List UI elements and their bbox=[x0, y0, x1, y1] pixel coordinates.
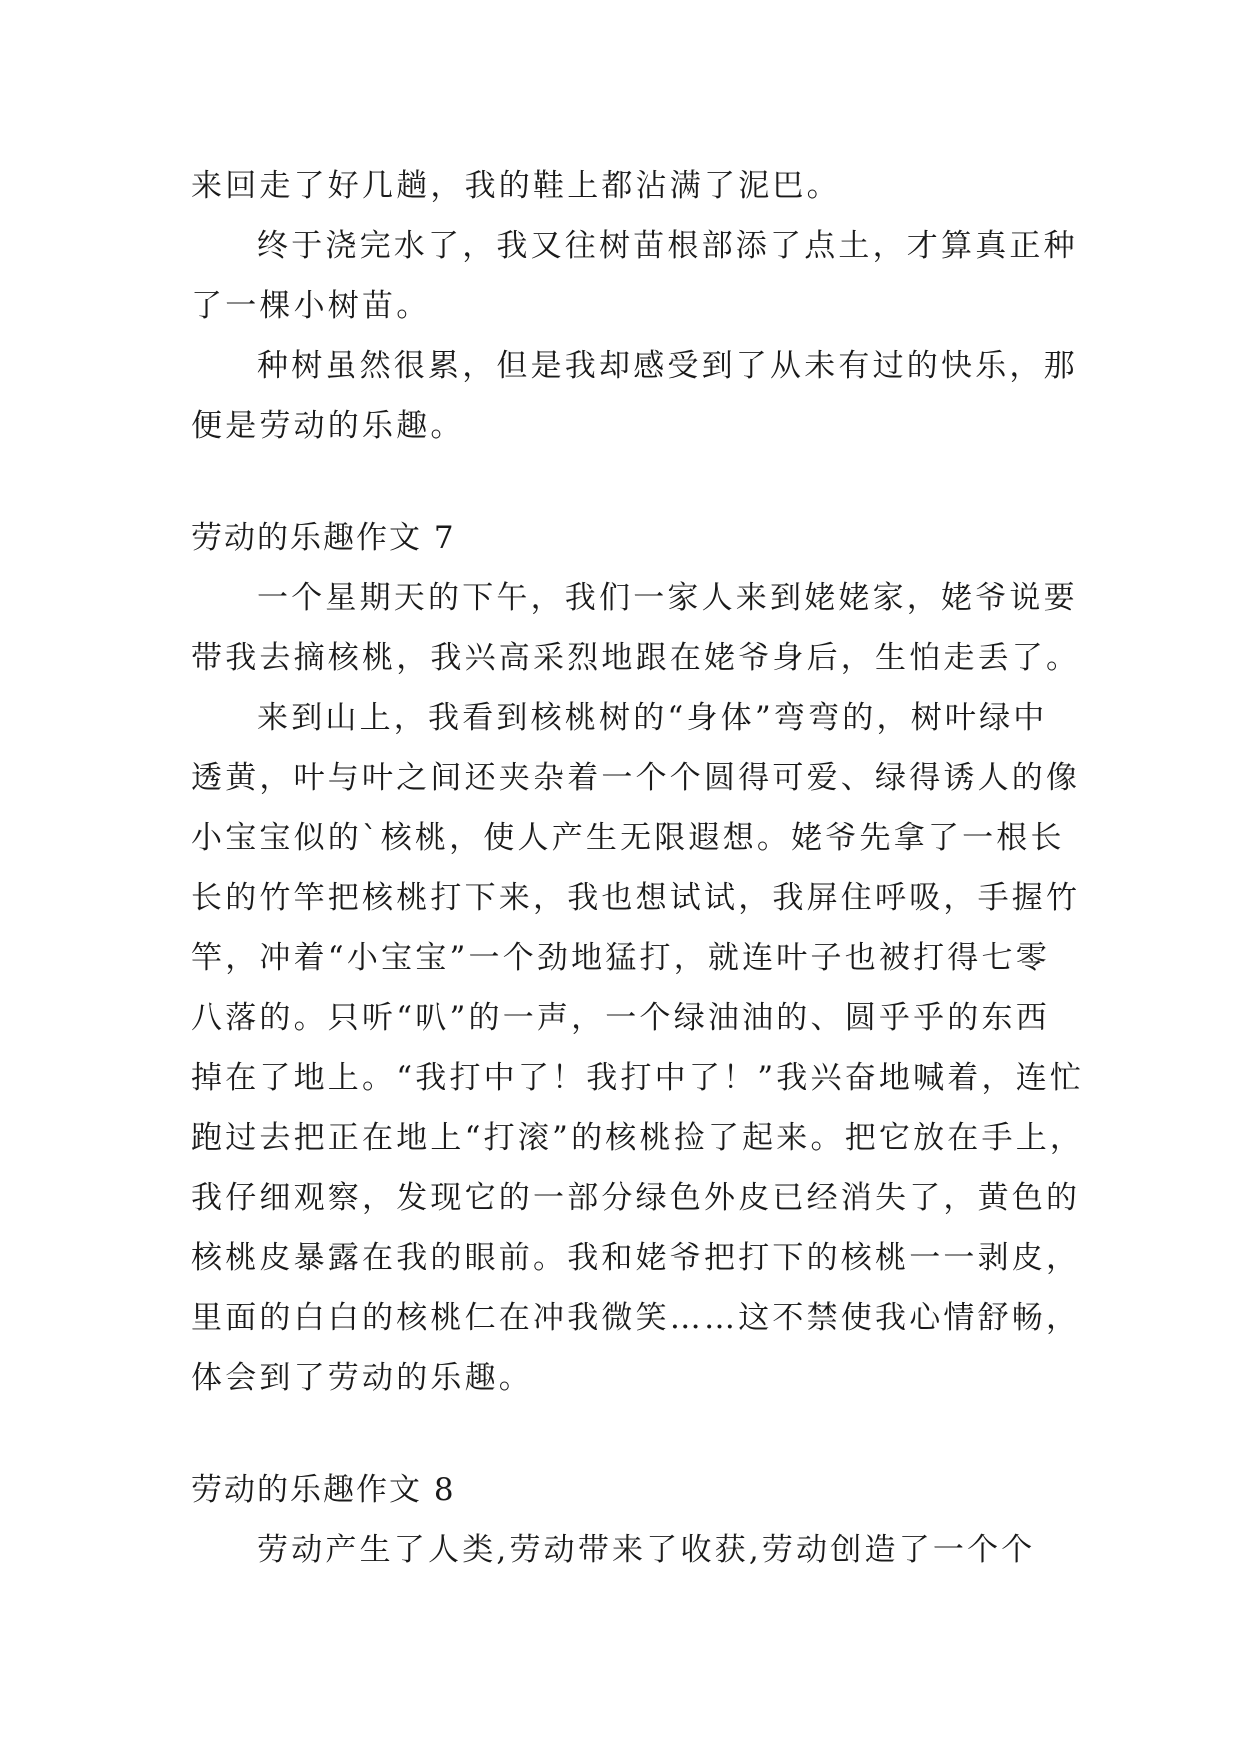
paragraph-start: 种树虽然很累，但是我却感受到了从未有过的快乐，那 bbox=[257, 348, 1078, 384]
text-line: 便是劳动的乐趣。 bbox=[191, 408, 465, 444]
text-line: 来回走了好几趟，我的鞋上都沾满了泥巴。 bbox=[191, 168, 841, 204]
paragraph-start: 终于浇完水了，我又往树苗根部添了点土，才算真正种 bbox=[257, 228, 1078, 264]
paragraph-start: 一个星期天的下午，我们一家人来到姥姥家，姥爷说要 bbox=[257, 580, 1078, 616]
text-line: 里面的白白的核桃仁在冲我微笑……这不禁使我心情舒畅， bbox=[191, 1300, 1081, 1336]
text-line: 掉在了地上。“我打中了！我打中了！”我兴奋地喊着，连忙 bbox=[191, 1060, 1085, 1096]
text-line: 我仔细观察，发现它的一部分绿色外皮已经消失了，黄色的 bbox=[191, 1180, 1081, 1216]
text-line: 带我去摘核桃，我兴高采烈地跟在姥爷身后，生怕走丢了。 bbox=[191, 640, 1081, 676]
text-line: 竿，冲着“小宝宝”一个劲地猛打，就连叶子也被打得七零 bbox=[191, 940, 1050, 976]
paragraph-start: 来到山上，我看到核桃树的“身体”弯弯的，树叶绿中 bbox=[257, 700, 1048, 736]
text-line: 跑过去把正在地上“打滚”的核桃捡了起来。把它放在手上， bbox=[191, 1120, 1085, 1156]
section-heading: 劳动的乐趣作文 8 bbox=[191, 1472, 456, 1508]
text-line: 八落的。只听“叭”的一声，一个绿油油的、圆乎乎的东西 bbox=[191, 1000, 1050, 1036]
text-line: 核桃皮暴露在我的眼前。我和姥爷把打下的核桃一一剥皮， bbox=[191, 1240, 1081, 1276]
text-line: 小宝宝似的`核桃，使人产生无限遐想。姥爷先拿了一根长 bbox=[191, 820, 1065, 856]
text-line: 了一棵小树苗。 bbox=[191, 288, 431, 324]
text-line: 体会到了劳动的乐趣。 bbox=[191, 1360, 533, 1396]
section-heading: 劳动的乐趣作文 7 bbox=[191, 520, 456, 556]
text-line: 长的竹竿把核桃打下来，我也想试试，我屏住呼吸，手握竹 bbox=[191, 880, 1081, 916]
text-line: 透黄，叶与叶之间还夹杂着一个个圆得可爱、绿得诱人的像 bbox=[191, 760, 1081, 796]
paragraph-start: 劳动产生了人类,劳动带来了收获,劳动创造了一个个 bbox=[257, 1532, 1036, 1568]
